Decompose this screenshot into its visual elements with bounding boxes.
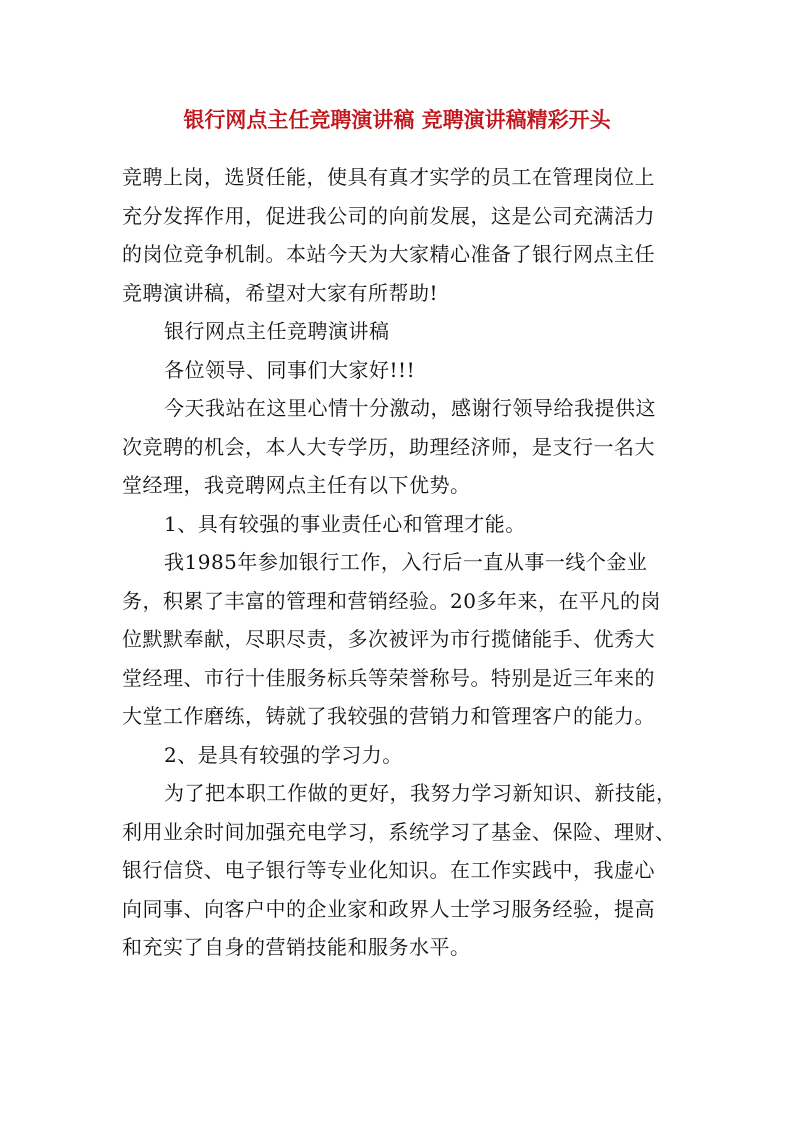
text-line: 竞聘演讲稿，希望对大家有所帮助! — [122, 280, 439, 305]
text-line: 大堂工作磨练，铸就了我较强的营销力和管理客户的能力。 — [122, 704, 655, 728]
text-line: 充分发挥作用，促进我公司的向前发展，这是公司充满活力 — [122, 203, 655, 228]
text-line: 和充实了自身的营销技能和服务水平。 — [122, 935, 471, 959]
section-heading: 银行网点主任竞聘演讲稿 — [164, 319, 390, 343]
text-line: 今天我站在这里心情十分激动，感谢行领导给我提供这 — [164, 396, 656, 420]
text-line: 我1985年参加银行工作，入行后一直从事一线个金业 — [164, 550, 648, 574]
text-line: 堂经理，我竞聘网点主任有以下优势。 — [122, 473, 471, 497]
point-heading-1: 1、具有较强的事业责任心和管理才能。 — [164, 511, 526, 536]
text-line: 利用业余时间加强充电学习，系统学习了基金、保险、理财、 — [122, 819, 676, 844]
text-line: 堂经理、市行十佳服务标兵等荣誉称号。特别是近三年来的 — [122, 665, 655, 690]
text-line: 务，积累了丰富的管理和营销经验。20多年来，在平凡的岗 — [122, 588, 661, 613]
text-line: 为了把本职工作做的更好，我努力学习新知识、新技能， — [164, 781, 677, 805]
point-heading-2: 2、是具有较强的学习力。 — [164, 742, 403, 767]
text-line: 位默默奉献，尽职尽责，多次被评为市行揽储能手、优秀大 — [122, 627, 655, 651]
greeting-line: 各位领导、同事们大家好!!! — [164, 357, 416, 382]
document-body — [122, 158, 682, 967]
text-line: 向同事、向客户中的企业家和政界人士学习服务经验，提高 — [122, 896, 655, 921]
text-line: 次竞聘的机会，本人大专学历，助理经济师，是支行一名大 — [122, 434, 655, 459]
text-line: 竞聘上岗，选贤任能，使具有真才实学的员工在管理岗位上 — [122, 165, 655, 189]
text-line: 银行信贷、电子银行等专业化知识。在工作实践中，我虚心 — [122, 858, 655, 882]
document-title: 银行网点主任竞聘演讲稿 竞聘演讲稿精彩开头 — [183, 107, 611, 132]
text-line: 的岗位竞争机制。本站今天为大家精心准备了银行网点主任 — [122, 242, 655, 266]
